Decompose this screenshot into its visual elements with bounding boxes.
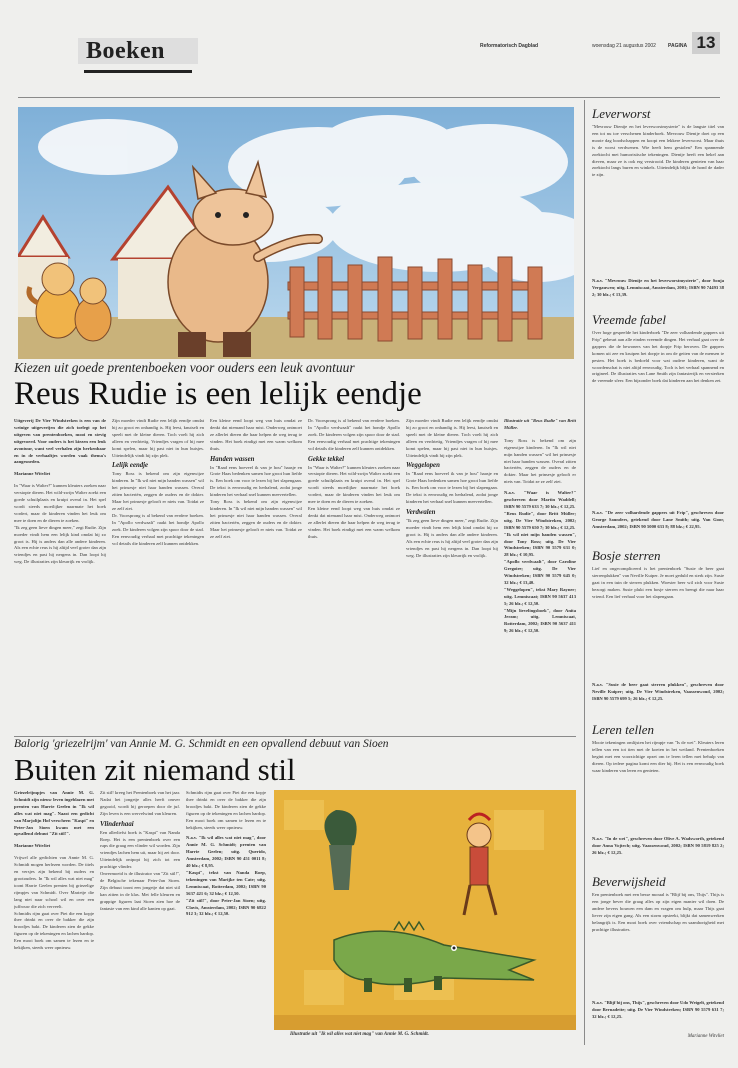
article2-intro: Griezelrijmpjes van Annie M. G. Schmidt zijn nieuw leven ingeblazen met prenten van Harrie Geelen in "Ik wil alles wat niet mag". Naast een gedicht van Marjolijn Hof verscheen "Kaspi" en Peter-Jan Sioen kwam met een opvallend debuut "Zit stil!". (14, 790, 94, 837)
article1-info: "Reus Rudie", door Britt Müller; uitg. De Vier Windstreken, 2002; ISBN 90 5579 650 7; 30 blz.; € 12,25. (504, 510, 576, 530)
article1-column-1 (14, 418, 106, 730)
page-number: 13 (692, 32, 720, 54)
article1-paragraph: In "Waar is Walter?" kunnen kleuters zoeken naar verstopte dieren. Het wild-zwijn Walter zoekt een goede schuilplaats en kruipt overal in. Het spel wordt steeds moeilijker naarmate het boek vordert, maar de kinderen vinden het leuk om mee te doen en de dieren te zoeken. (308, 464, 400, 505)
article1-column-5 (406, 418, 498, 730)
article2-caption: Illustratie uit "Ik wil alles wat niet mag" van Annie M. G. Schmidt. (290, 1032, 429, 1037)
article1-paragraph: In "Raad eens hoeveel ik van je hou" haasje en Grote Haas bedenken samen hoe groot hun liefde is. Een boek om voor te lezen bij het slapengaan. De tekst is eenvoudig en herhalend, zodat jonge kinderen het verhaal snel kunnen meevertellen. (406, 471, 498, 505)
article1-column-4 (308, 418, 400, 730)
article1-subhead-4: Weggelopen (406, 462, 440, 470)
article2-paragraph: Vrijwel alle gedichten van Annie M. G. Schmidt mogen herlezen worden. De titels en versjes zijn bekend bij ouders en grootouders. In "Ik wil alles wat niet mag" toont Harrie Geelen prenten bij griezelige rijmpjes van Schmidt. Over Marietje die lang niet naar school wil en over een juffrouw die zich verveelt. (14, 855, 94, 909)
article1-caption: Illustratie uit "Reus Rudie" van Britt Müller. (504, 418, 576, 430)
page-label: PAGINA (668, 43, 688, 49)
article1-author: Marianne Witvliet (14, 471, 51, 477)
article1-paragraph: "Ik zeg geen lieve dingen meer," zegt Rudie. Zijn moeder vindt hem een lelijk kind omdat hij zo groot is. Hij is anders dan alle andere kinderen. Als een echte reus is hij altijd veel groter dan zijn vriendjes en past hij nergens in. Dan loopt hij weg. De illustraties zijn kleurrijk en vrolijk. (406, 517, 498, 558)
issue-date: woensdag 21 augustus 2002 (592, 43, 656, 49)
article2-headline: Buiten zit niemand stil (14, 752, 296, 787)
article2-info: "Zit stil!", door Peter-Jan Sioen; uitg. Clavis, Amsterdam, 2002; ISBN 90 6822 912 3; 32 blz.; € 12,50. (186, 897, 266, 917)
article2-paragraph: Zit stil! kreeg het Prentenboek van het jaar. Nadat het jongetje alles heeft omver gegooid, wordt hij geroepen door de juf. Zijn leven is een wervelwind van kleuren. (100, 790, 180, 816)
reus-rudie-illustration (18, 107, 574, 359)
sidebar-item (592, 548, 724, 718)
article1-info: "Mijn lievelingsboek", door Anita Jeram; uitg. Lemniscaat, Rotterdam, 2002; ISBN 90 5637 411 9; 26 blz.; € 12,50. (504, 607, 576, 634)
article2-info: "Kaspi", tekst van Nanda Roep, tekeningen van Marijke ten Cate; uitg. Lemniscaat, Rotterdam, 2002; ISBN 90 5637 421 6; 32 blz.; € 12,50. (186, 869, 266, 896)
section-name: Boeken (86, 38, 166, 64)
article2-column-3 (186, 790, 266, 1042)
sidebar-author: Marianne Witvliet (687, 1034, 724, 1039)
article1-paragraph: Tony Ross is bekend om zijn eigenwijze kinderen. In "Ik wil niet mijn handen wassen" wil het prinsesje niet haar handen wassen. Overal zitten bacteriën, zeggen de ouders en de dokter. Maar het prinsesje gelooft er niets van. Totdat ze ze zelf ziet. (210, 499, 302, 539)
article1-paragraph: Dr. Voorsprong is al bekend van eerdere boeken. In "Apollo verdwaalt" raakt het hondje Apollo zoek. De kinderen volgen zijn spoor door de stad. Een eenvoudig verhaal met prachtige tekeningen vol details die kinderen zelf kunnen ontdekken. (308, 418, 400, 451)
sidebar-item (592, 312, 724, 544)
article2-column-1 (14, 790, 94, 1042)
sidebar-info: N.a.v. "De zeer volhardende gappers uit Frip", geschreven door George Saunders, getekend door Lane Smith; uitg. Van Goor, Amsterdam, 2002; ISBN 90 5000 633 8; 88 blz.; € 22,95. (592, 510, 724, 529)
sidebar-divider (584, 100, 585, 1045)
article1-paragraph: Zijn moeder vindt Rudie een lelijk eendje omdat hij zo groot en onhandig is. Hij leest, knutselt en speelt met de kleine dieren. Toch voelt hij zich alleen en verdrietig. Vriendjes vragen of hij mee komt spelen, maar hij past niet in hun huisjes. Uiteindelijk vindt hij zijn plek. (406, 418, 498, 458)
sidebar-title: Bosje sterren (592, 548, 661, 563)
article1-intro: Uitgeverij De Vier Windstreken is een van de weinige uitgeverijen die zich toelegt op het uitgeven van prentenboeken, mooi en stevig uitgevoerd. Voor ouders is het kiezen een leuk avontuur, want veel verhalen zijn herkenbaar en in de verhaaltjes worden vaak thema's aangesneden. (14, 418, 106, 465)
masthead-rule (18, 97, 720, 98)
article1-paragraph: "Ik zeg geen lieve dingen meer," zegt Rudie. Zijn moeder vindt hem een lelijk kind omdat hij zo groot is. Hij is anders dan alle andere kinderen. Als een echte reus is hij altijd veel groter dan zijn vriendjes en past hij nergens in. Dan loopt hij weg. De illustraties zijn kleurrijk en vrolijk. (14, 524, 106, 565)
article2-paragraph: Schmidts rijm gaat over Piet die een kopje thee drinkt en over de bakker die zijn broodjes bakt. De kinderen zien de gekke figuren op de tekeningen en lachen hardop. Een mooi boek om samen te lezen en te bekijken, steeds weer opnieuw. (186, 790, 266, 830)
article1-paragraph: Een kleine eend loopt weg van huis omdat ze denkt dat niemand haar mist. Onderweg ontmoet ze allerlei dieren die haar helpen de weg terug te vinden. Het boek eindigt met een warm welkom thuis. (210, 418, 302, 451)
article1-column-3 (210, 418, 302, 730)
article2-author: Marianne Witvliet (14, 843, 51, 849)
masthead (18, 28, 720, 80)
paper-name: Reformatorisch Dagblad (480, 43, 539, 49)
article2-subhead-1: Vlinderhaai (100, 820, 134, 828)
article1-info: N.a.v. "Waar is Walter?" geschreven door Martin Waddell; ISBN 90 5579 633 7; 30 blz.; € 12,25. (504, 490, 576, 509)
sidebar-item (592, 874, 724, 1044)
sidebar-body: Een prentenboek met een besse moraal is "Blijf bij ons, Thijs". Thijs is een jonge bever die graag alles op zijn eigen manier wil doen. De andere bevers bouwen een dam en vragen om hulp, maar Thijs gaat liever zijn eigen gang. Als een storm opsteekt, blijkt dat samenwerken belangrijk is. Een mooi boek over vriendschap en saamhorigheid met prachtige illustraties. (592, 892, 724, 932)
sidebar-info: N.a.v. "Susie de beer gaat sterren plukken", geschreven door Neville Kuiper; uitg. De Vier Windstreken, Vaassenwoud, 2002; ISBN 90 5579 699 5; 26 blz.; € 12,25. (592, 682, 724, 701)
article2-info: N.a.v. "Ik wil alles wat niet mag", door Annie M. G. Schmidt; prenten van Harrie Geelen; uitg. Querido, Amsterdam, 2002; ISBN 90 451 0011 8; 40 blz.; € 8,95. (186, 835, 266, 869)
article1-info: "Ik wil niet mijn handen wassen", door Tony Ross; uitg. De Vier Windstreken; ISBN 90 5579 631 0; 28 blz.; € 10,95. (504, 531, 576, 558)
article2-paragraph: Een allerliefst boek is "Kaspi" van Nanda Roep. Het is een prentenboek over een rups die graag een vlinder wil worden. Zijn vriendjes lachen hem uit, maar hij zet door. Uiteindelijk ontpopt hij zich tot een prachtige vlinder. (100, 829, 180, 870)
sidebar-body: Over hoge gespeelde het kinderboek "De zeer volhardende gappers uit Frip" gebeurt aan alle einden vreemde dingen. Het verhaal gaat over de gappers die de bewoners van het dorpje Frip beroven. De gappers komen uit zee en kruipen het dorpje in om de geiten van de mensen te pesten. Het boek is bedoeld voor wat oudere kinderen, want de woordenschat is niet altijd eenvoudig. Toch is het verhaal spannend en origineel. De illustraties van Lane Smith zijn fantasierijk en versterken de vreemde sfeer. Een bijzonder boek dat kinderen aan het denken zet. (592, 330, 724, 384)
article1-kicker: Kiezen uit goede prentenboeken voor ouders een leuk avontuur (14, 360, 355, 375)
article2-column-2 (100, 790, 180, 1042)
article1-paragraph: Dr. Voorsprong is al bekend van eerdere boeken. In "Apollo verdwaalt" raakt het hondje Apollo zoek. De kinderen volgen zijn spoor door de stad. Een eenvoudig verhaal met prachtige tekeningen vol details die kinderen zelf kunnen ontdekken. (112, 512, 204, 546)
article1-info: "Apollo verdwaalt", door Caroline Gregoire; uitg. De Vier Windstreken; ISBN 90 5579 645 0; 32 blz.; € 13,40. (504, 559, 576, 585)
article2-paragraph: Onvermoeid is de illustrator van "Zit stil!", de Belgische tekenaar Peter-Jan Sioen. Zijn debuut toont een jongetje dat niet stil kan zitten in de klas. Met felle kleuren en grappige figuren laat Sioen zien hoe de fantasie van een kind alle kanten op gaat. (100, 871, 180, 911)
sidebar-title: Leverworst (592, 106, 651, 121)
article1-subhead-3: Gekke tekkel (308, 455, 345, 463)
article1-paragraph: Tony Ross is bekend om zijn eigenwijze kinderen. In "Ik wil niet mijn handen wassen" wil het prinsesje niet haar handen wassen. Overal zitten bacteriën, zeggen de ouders en de dokter. Maar het prinsesje gelooft er niets van. Totdat ze ze zelf ziet. (504, 437, 576, 485)
article1-subhead-5: Verdwalen (406, 508, 436, 516)
article-divider (14, 736, 576, 737)
article2-paragraph: Schmidts rijm gaat over Piet die een kopje thee drinkt en over de bakker die zijn broodjes bakt. De kinderen zien de gekke figuren op de tekeningen en lachen hardop. Een mooi boek om samen te lezen en te bekijken, steeds weer opnieuw. (14, 910, 94, 951)
article1-paragraph: Zijn moeder vindt Rudie een lelijk eendje omdat hij zo groot en onhandig is. Hij leest, knutselt en speelt met de kleine dieren. Toch voelt hij zich alleen en verdrietig. Vriendjes vragen of hij mee komt spelen, maar hij past niet in hun huisjes. Uiteindelijk vindt hij zijn plek. (112, 418, 204, 458)
sidebar-body: "Mevrouw Dienije en het leverworstmysterie" is de langste titel van een tot nu toe verschenen kinderboek. Mevrouw Dienije doet op een mooie dag boodschappen en koopt een lekkere leverworst. Maar thuis is de worst verdwenen. Wie heeft hem gestolen? Een spannende zoektocht met humoristische tekeningen. Dienije heeft een hekel aan dieven, maar ze is ook erg verstrooid. De kinderen genieten van haar zoektocht langs buren en winkels. Uiteindelijk blijkt de hond de dader te zijn. (592, 124, 724, 178)
article1-paragraph: Een kleine eend loopt weg van huis omdat ze denkt dat niemand haar mist. Onderweg ontmoet ze allerlei dieren die haar helpen de weg terug te vinden. Het boek eindigt met een warm welkom thuis. (308, 505, 400, 539)
article1-paragraph: Tony Ross is bekend om zijn eigenwijze kinderen. In "Ik wil niet mijn handen wassen" wil het prinsesje niet haar handen wassen. Overal zitten bacteriën, zeggen de ouders en de dokter. Maar het prinsesje gelooft er niets van. Totdat ze ze zelf ziet. (112, 471, 204, 511)
sidebar-item (592, 722, 724, 870)
article1-info: "Weggelopen", tekst Mary Rayner; uitg. Lemniscaat; ISBN 90 5637 413 5; 26 blz.; € 12,50. (504, 586, 576, 606)
masthead-underline (84, 70, 192, 73)
zit-stil-illustration (274, 790, 576, 1030)
sidebar-info: N.a.v. "Mevrouw Dienije en het leverworstmysterie", door Sonja Vergauwen; uitg. Lemniscaat, Amsterdam, 2001; ISBN 90 74493 38 2; 30 blz.; € 13,39. (592, 278, 724, 297)
article1-column-2 (112, 418, 204, 730)
article1-paragraph: In "Waar is Walter?" kunnen kleuters zoeken naar verstopte dieren. Het wild-zwijn Walter zoekt een goede schuilplaats en kruipt overal in. Het spel wordt steeds moeilijker naarmate het boek vordert, maar de kinderen vinden het leuk om mee te doen en de dieren te zoeken. (14, 483, 106, 523)
article2-kicker: Balorig 'griezelrijm' van Annie M. G. Schmidt en een opvallend debuut van Sioen (14, 738, 389, 750)
sidebar-body: Mooie tekeningen omlijsten het rijmpje van "Is de wei". Kleuters leren tellen van een tot tien met de koeien in het weiland. Prentenboeken begint met een voorzichtige opzet om te leren tellen met behulp van dieren. Op iedere pagina komt een dier bij. Het is een eenvoudig boek waar kinderen van leren en genieten. (592, 740, 724, 773)
sidebar-title: Beverwijsheid (592, 874, 666, 889)
article1-headline: Reus Rudie is een lelijk eendje (14, 376, 422, 412)
sidebar-info: N.a.v. "In de wei", geschreven door Olive A. Wadsworth, getekend door Anna Vojtech; uitg. Vaassenwoud, 2002; ISBN 90 5819 825 2; 26 blz.; € 12,25. (592, 836, 724, 855)
article1-subhead-1: Lelijk eendje (112, 462, 149, 470)
sidebar-item (592, 106, 724, 308)
article1-paragraph: In "Raad eens hoeveel ik van je hou" haasje en Grote Haas bedenken samen hoe groot hun liefde is. Een boek om voor te lezen bij het slapengaan. De tekst is eenvoudig en herhalend, zodat jonge kinderen het verhaal snel kunnen meevertellen. (210, 464, 302, 498)
sidebar-title: Leren tellen (592, 722, 654, 737)
article1-subhead-2: Handen wassen (210, 455, 255, 463)
sidebar-body: Lief en ongecompliceerd is het prentenboek "Susie de beer gaat sterrenplukken" van Neville Kuiper. Je moet geduld en sterk zijn. Susie gaat in een tuin de sterren plukken. Woester beer wil zich voor Susie bezorgt maken. Susie plukt een bosje sterren en brengt die naar haar vriend. Een lief verhaal voor het slapengaan. (592, 566, 724, 599)
sidebar-info: N.a.v. "Blijf bij ons, Thijs", geschreven door Udo Weigelt, getekend door Bernadette; uitg. De Vier Windstreken; ISBN 90 5579 631 7; 32 blz.; € 12,25. (592, 1000, 724, 1019)
sidebar-title: Vreemde fabel (592, 312, 666, 327)
article1-column-6 (504, 418, 576, 730)
